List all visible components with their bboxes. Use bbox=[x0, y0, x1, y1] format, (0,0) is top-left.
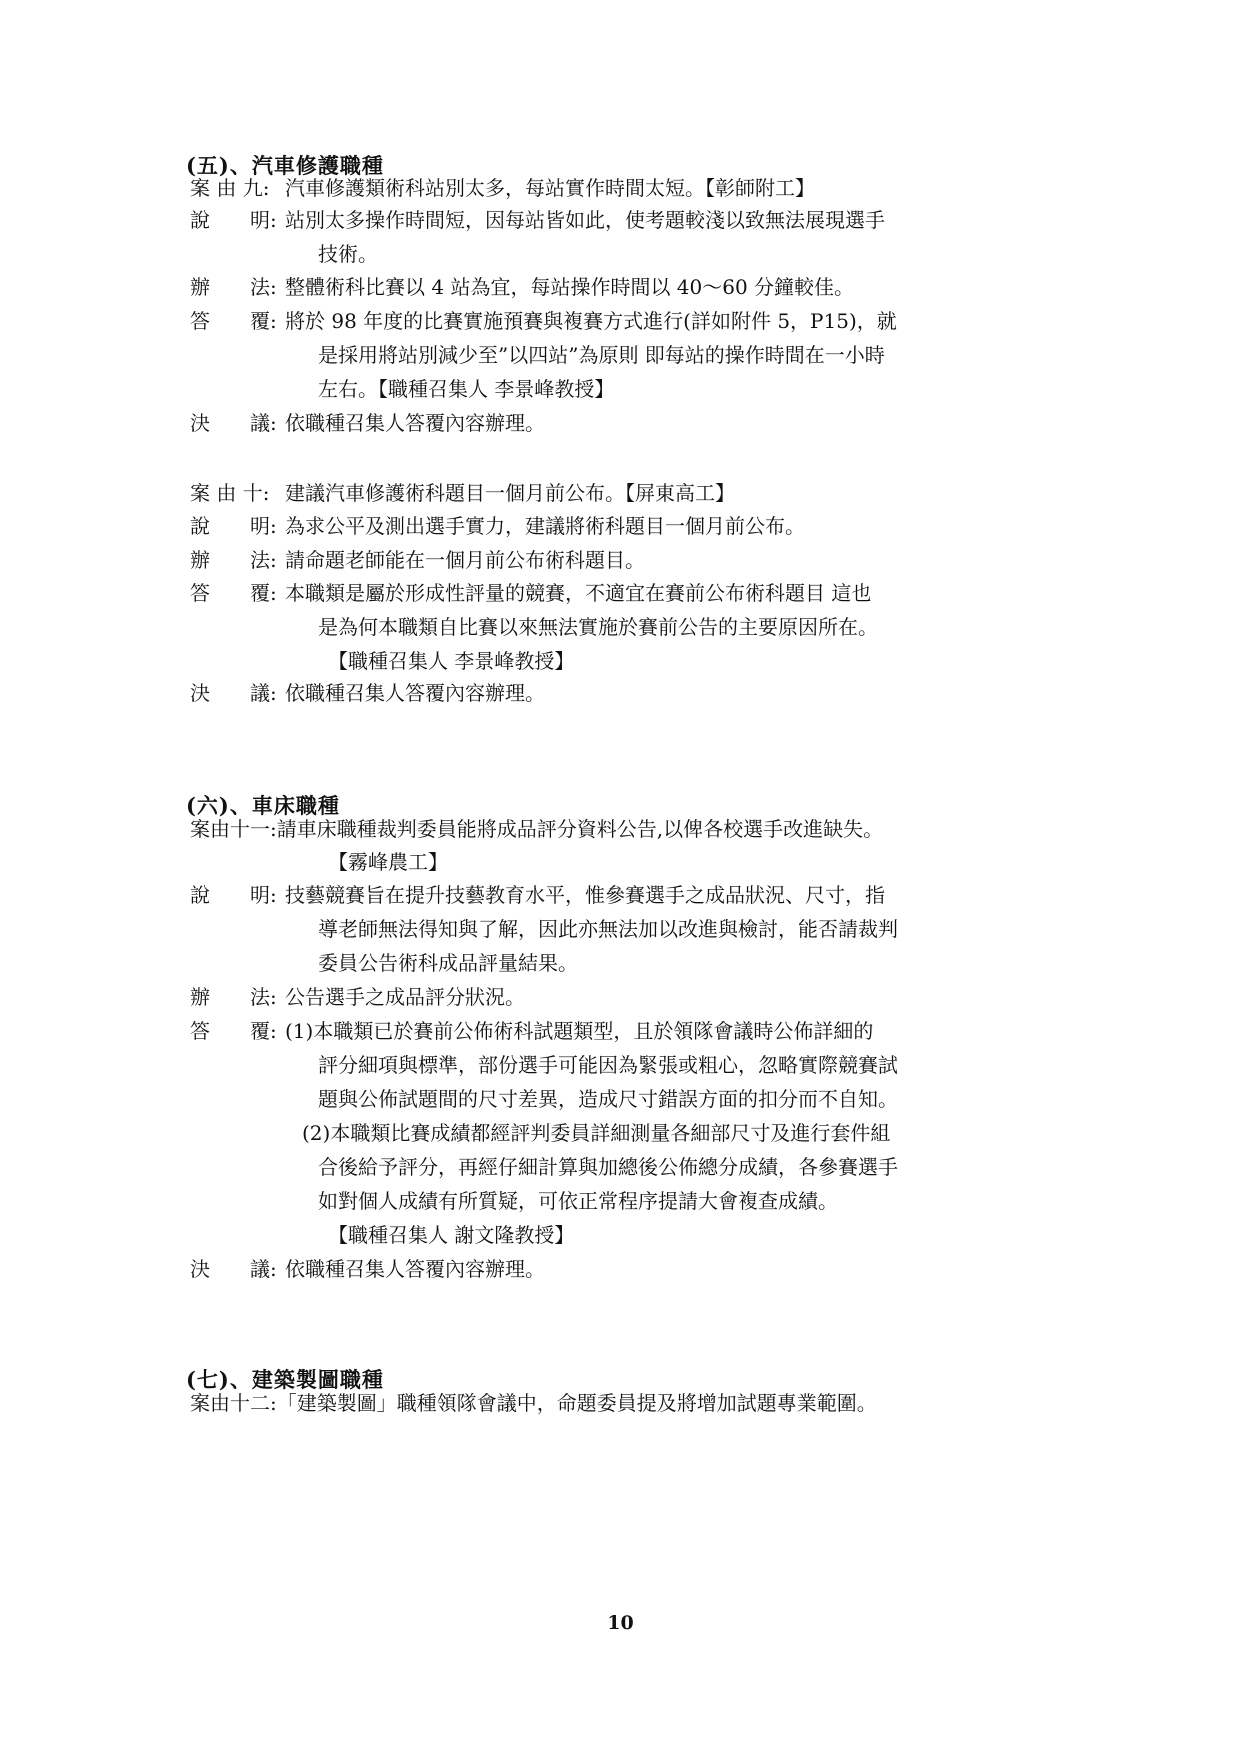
section-heading: (六)、車床職種 bbox=[186, 793, 340, 818]
page-number: 10 bbox=[607, 1612, 634, 1634]
continuation-line: 【霧峰農工】 bbox=[328, 850, 448, 874]
continuation-line: 是為何本職類自比賽以來無法實施於賽前公告的主要原因所在。 bbox=[318, 615, 878, 639]
field-label: 答 覆: bbox=[190, 581, 277, 605]
field-label: 案 由 十: bbox=[190, 481, 270, 505]
continuation-line: (2)本職類比賽成績都經評判委員詳細測量各細部尺寸及進行套件組 bbox=[302, 1121, 891, 1145]
section-heading: (五)、汽車修護職種 bbox=[186, 153, 384, 178]
field-text: 公告選手之成品評分狀況。 bbox=[285, 985, 525, 1009]
field-label: 辦 法: bbox=[190, 548, 277, 572]
field-text: 建議汽車修護術科題目一個月前公布。【屏東高工】 bbox=[285, 481, 735, 505]
field-text: 請命題老師能在一個月前公布術科題目。 bbox=[285, 548, 645, 572]
continuation-line: 【職種召集人 李景峰教授】 bbox=[328, 649, 575, 673]
continuation-line: 如對個人成績有所質疑，可依正常程序提請大會複查成績。 bbox=[318, 1189, 838, 1213]
section-heading: (七)、建築製圖職種 bbox=[186, 1367, 384, 1392]
field-label: 決 議: bbox=[190, 1257, 277, 1281]
field-text: 為求公平及測出選手實力，建議將術科題目一個月前公布。 bbox=[285, 514, 805, 538]
field-text: (1)本職類已於賽前公佈術科試題類型，且於領隊會議時公佈詳細的 bbox=[285, 1019, 874, 1043]
field-label: 說 明: bbox=[190, 208, 277, 232]
field-label: 案 由 九: bbox=[190, 176, 270, 200]
continuation-line: 左右。【職種召集人 李景峰教授】 bbox=[318, 377, 615, 401]
field-label: 決 議: bbox=[190, 681, 277, 705]
field-text: 依職種召集人答覆內容辦理。 bbox=[285, 681, 545, 705]
continuation-line: 導老師無法得知與了解，因此亦無法加以改進與檢討，能否請裁判 bbox=[318, 917, 898, 941]
field-text: 將於 98 年度的比賽實施預賽與複賽方式進行(詳如附件 5，P15)，就 bbox=[285, 309, 897, 333]
field-label: 說 明: bbox=[190, 514, 277, 538]
field-text: 站別太多操作時間短，因每站皆如此，使考題較淺以致無法展現選手 bbox=[285, 208, 885, 232]
field-text: 本職類是屬於形成性評量的競賽，不適宜在賽前公布術科題目 這也 bbox=[285, 581, 872, 605]
field-label: 說 明: bbox=[190, 883, 277, 907]
continuation-line: 技術。 bbox=[318, 242, 378, 266]
continuation-line: 【職種召集人 謝文隆教授】 bbox=[328, 1223, 575, 1247]
field-text: 汽車修護類術科站別太多，每站實作時間太短。【彰師附工】 bbox=[285, 176, 815, 200]
field-text: 依職種召集人答覆內容辦理。 bbox=[285, 411, 545, 435]
continuation-line: 委員公告術科成品評量結果。 bbox=[318, 951, 578, 975]
continuation-line: 題與公佈試題間的尺寸差異，造成尺寸錯誤方面的扣分而不自知。 bbox=[318, 1087, 898, 1111]
field-text: 案由十二:「建築製圖」職種領隊會議中，命題委員提及將增加試題專業範圍。 bbox=[190, 1391, 877, 1415]
field-label: 辦 法: bbox=[190, 985, 277, 1009]
field-label: 答 覆: bbox=[190, 1019, 277, 1043]
field-text: 依職種召集人答覆內容辦理。 bbox=[285, 1257, 545, 1281]
field-text: 技藝競賽旨在提升技藝教育水平，惟參賽選手之成品狀況、尺寸，指 bbox=[285, 883, 885, 907]
field-text: 整體術科比賽以 4 站為宜，每站操作時間以 40～60 分鐘較佳。 bbox=[285, 275, 855, 299]
continuation-line: 是採用將站別減少至”以四站”為原則 即每站的操作時間在一小時 bbox=[318, 343, 885, 367]
field-text: 案由十一:請車床職種裁判委員能將成品評分資料公告,以俾各校選手改進缺失。 bbox=[190, 817, 884, 841]
field-label: 決 議: bbox=[190, 411, 277, 435]
field-label: 答 覆: bbox=[190, 309, 277, 333]
continuation-line: 評分細項與標準，部份選手可能因為緊張或粗心，忽略實際競賽試 bbox=[318, 1053, 898, 1077]
field-label: 辦 法: bbox=[190, 275, 277, 299]
continuation-line: 合後給予評分，再經仔細計算與加總後公佈總分成績，各參賽選手 bbox=[318, 1155, 898, 1179]
